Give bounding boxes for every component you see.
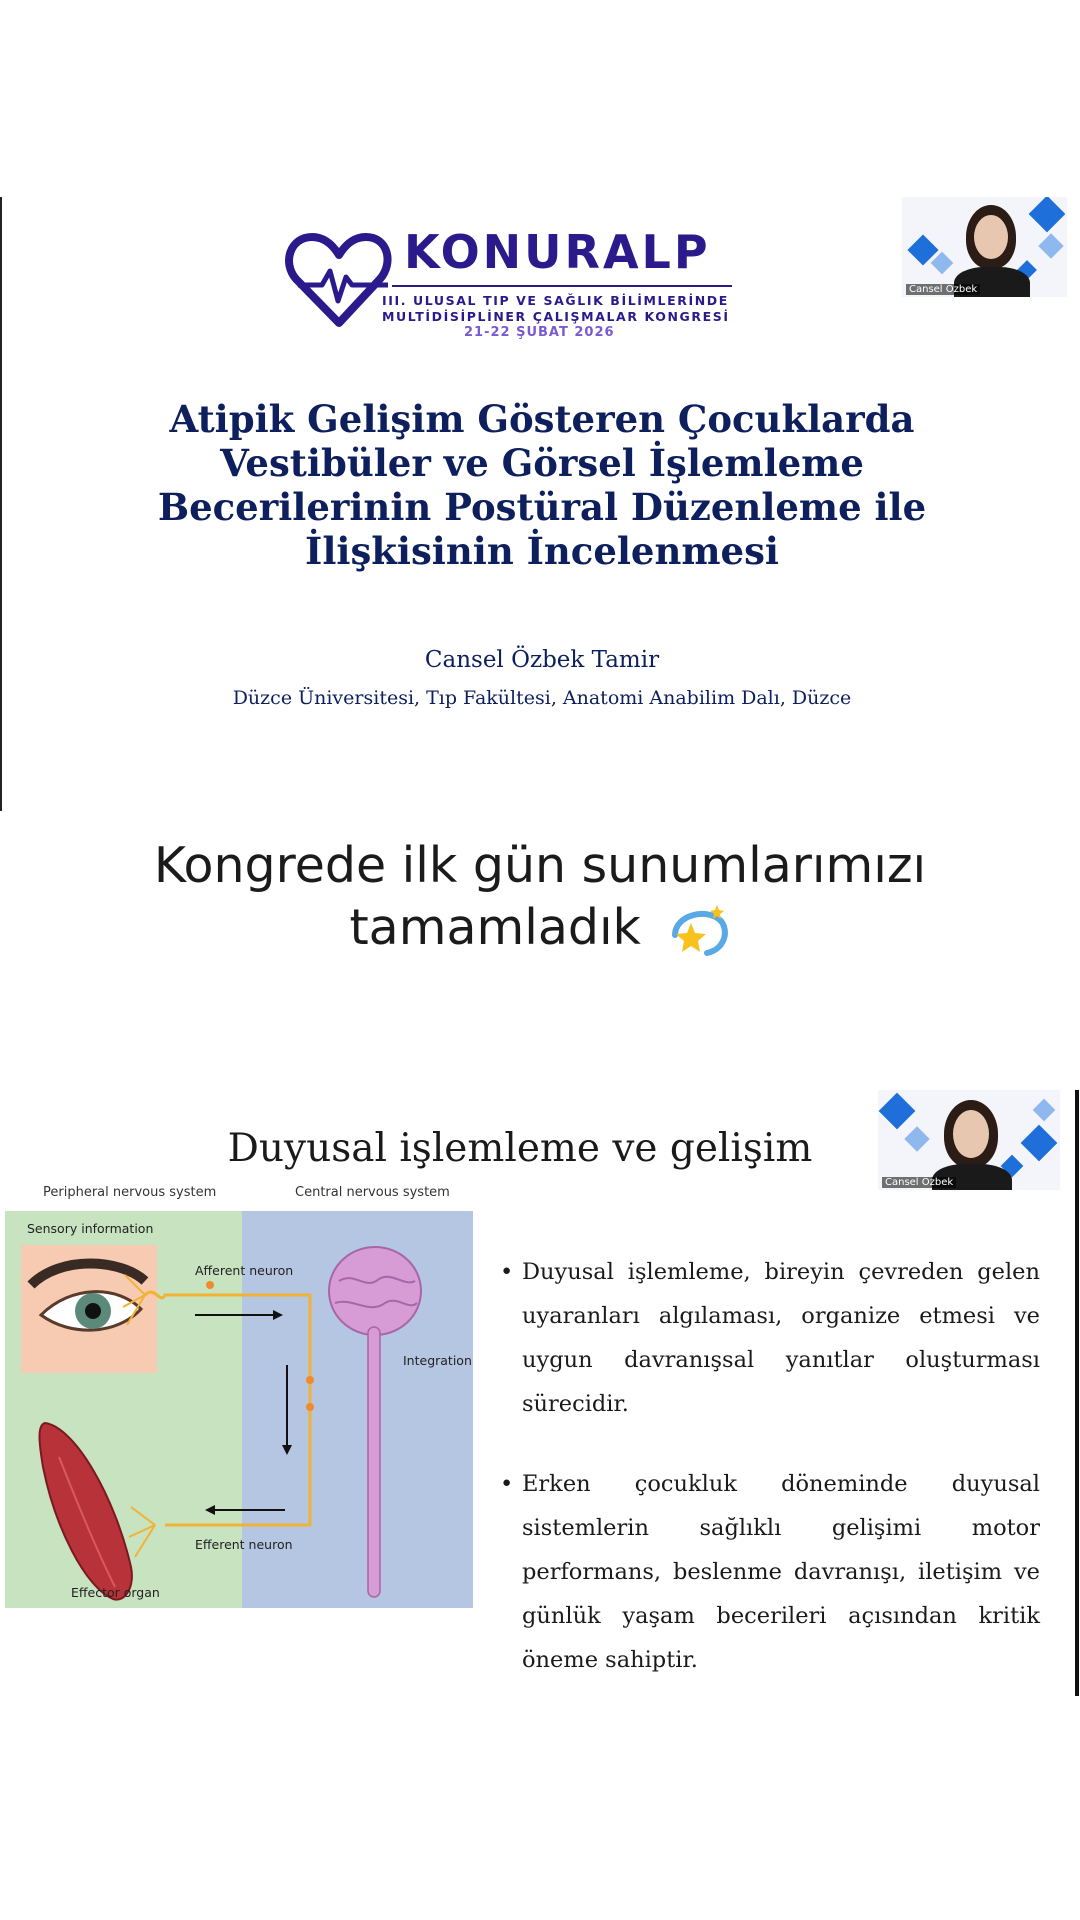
konuralp-logo bbox=[284, 225, 744, 340]
webcam-name-label: Cansel Özbek bbox=[906, 284, 980, 295]
peripheral-label: Peripheral nervous system bbox=[43, 1185, 217, 1200]
logo-subtitle-line2: MULTİDİSİPLİNER ÇALIŞMALAR KONGRESİ bbox=[382, 309, 730, 324]
presenter-webcam bbox=[878, 1090, 1060, 1190]
logo-divider bbox=[392, 285, 732, 287]
afferent-label: Afferent neuron bbox=[195, 1263, 294, 1278]
congress-date: 21-22 ŞUBAT 2026 bbox=[464, 325, 615, 340]
sensory-label: Sensory information bbox=[27, 1221, 154, 1236]
author-name: Cansel Özbek Tamir bbox=[424, 647, 660, 673]
logo-subtitle-line1: III. ULUSAL TIP VE SAĞLIK BİLİMLERİNDE bbox=[382, 293, 729, 308]
heart-pulse-icon bbox=[284, 227, 394, 337]
dizzy-star-icon bbox=[667, 901, 731, 961]
caption-line2 bbox=[0, 897, 1080, 961]
integration-label: Integration bbox=[403, 1353, 472, 1368]
presentation-title: Atipik Gelişim Gösteren Çocuklarda Vestibüler ve Görsel İşlemleme Becerilerinin Postüral Düzenleme ile İlişkisinin İncelenmesi bbox=[157, 397, 927, 573]
author-affiliation: Düzce Üniversitesi, Tıp Fakültesi, Anatomi Anabilim Dalı, Düzce bbox=[232, 687, 852, 709]
brain-spinal-cord-icon bbox=[325, 1241, 425, 1608]
caption-line1: Kongrede ilk gün sunumlarımızı bbox=[153, 837, 927, 894]
efferent-label: Efferent neuron bbox=[195, 1537, 293, 1552]
central-label: Central nervous system bbox=[295, 1185, 450, 1200]
presenter-webcam bbox=[902, 197, 1067, 297]
story-caption bbox=[0, 835, 1080, 961]
effector-label: Effector organ bbox=[71, 1585, 160, 1600]
nervous-system-diagram bbox=[5, 1185, 473, 1608]
slide-title: Duyusal işlemleme ve gelişim bbox=[227, 1126, 813, 1171]
muscle-icon bbox=[35, 1417, 145, 1607]
bullet-list bbox=[500, 1250, 1040, 1682]
title-slide-screenshot bbox=[0, 197, 1080, 811]
content-slide-screenshot bbox=[0, 1090, 1079, 1696]
bullet-item: • Duyusal işlemleme, bireyin çevreden gelen uyaranları algılaması, organize etmesi ve uygun davranışsal yanıtlar oluşturması sürecidir. bbox=[500, 1250, 1040, 1426]
caption-line2-text: tamamladık bbox=[349, 899, 641, 956]
webcam-name-label: Cansel Özbek bbox=[882, 1177, 956, 1188]
logo-name: KONURALP bbox=[404, 225, 711, 279]
bullet-item: • Erken çocukluk döneminde duyusal sistemlerin sağlıklı gelişimi motor performans, beslenme davranışı, iletişim ve günlük yaşam becerileri açısından kritik öneme sahiptir. bbox=[500, 1462, 1040, 1682]
